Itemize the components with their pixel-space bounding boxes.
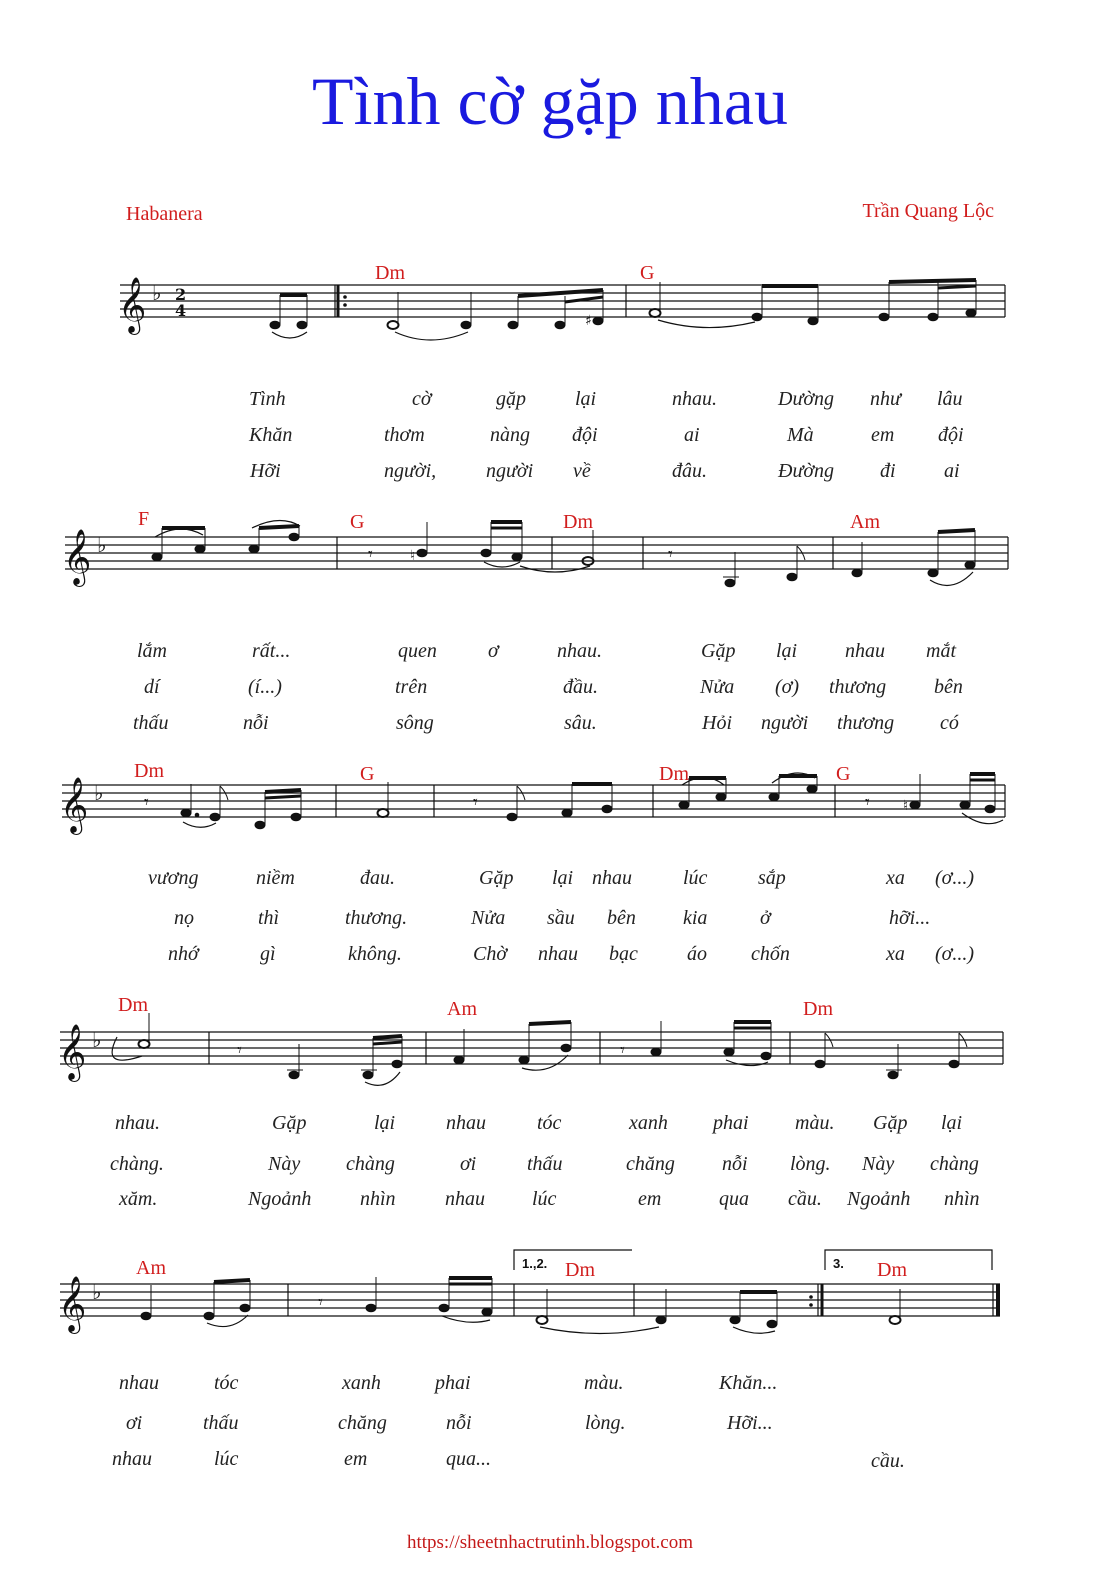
source-url[interactable]: https://sheetnhactrutinh.blogspot.com [406, 1532, 694, 1553]
lyric-word: màu. [795, 1112, 835, 1134]
lyric-word: gì [260, 943, 276, 965]
lyric-word: trên [395, 676, 428, 698]
lyric-word: thương [837, 712, 895, 734]
lyric-word: thấu [133, 712, 169, 734]
lyric-word: Dường [778, 388, 835, 410]
lyric-word: kia [683, 907, 708, 929]
lyric-word: Khăn... [719, 1372, 778, 1394]
svg-text:𝄾: 𝄾 [865, 792, 870, 813]
chord-symbol: Dm [877, 1259, 907, 1281]
lyric-word: Nửa [471, 907, 506, 929]
svg-text:𝄾: 𝄾 [144, 792, 149, 813]
lyric-word: lâu [937, 388, 963, 410]
lyric-word: Hỡi... [727, 1412, 773, 1434]
lyric-word: cầu. [871, 1450, 905, 1472]
lyric-word: Hỡi [250, 460, 281, 482]
lyric-word: lại [776, 640, 798, 662]
lyric-word: lại [374, 1112, 396, 1134]
lyric-word: lòng. [790, 1153, 831, 1175]
lyric-word: (í...) [248, 676, 282, 698]
lyric-word: qua [719, 1188, 749, 1210]
lyric-word: ơ [488, 640, 499, 662]
lyric-word: chàng. [110, 1153, 164, 1175]
lyric-word: qua... [446, 1448, 491, 1470]
svg-text:♭: ♭ [152, 281, 162, 305]
staff-system-5 [0, 1240, 1100, 1380]
staff-system-1 [0, 250, 1100, 390]
lyric-word: tóc [214, 1372, 239, 1394]
lyric-word: nọ [174, 907, 194, 929]
song-title: Tình cờ gặp nhau [312, 63, 788, 139]
lyric-word: Khăn [249, 424, 293, 446]
lyric-word: nàng [490, 424, 530, 446]
chord-symbol: Dm [134, 760, 164, 782]
lyric-word: Đường [778, 460, 835, 482]
lyric-word: xa [886, 867, 905, 889]
lyric-word: nỗi [243, 712, 269, 734]
lyric-word: nhau [445, 1188, 485, 1210]
lyric-word: nhìn [944, 1188, 980, 1210]
svg-text:𝄞: 𝄞 [58, 1024, 87, 1080]
lyric-word: Gặp [701, 640, 736, 662]
lyric-word: gặp [496, 388, 526, 410]
chord-symbol: Dm [118, 994, 148, 1016]
svg-text:♭: ♭ [92, 1280, 102, 1304]
lyric-word: ai [944, 460, 960, 482]
lyric-word: nhau [112, 1448, 152, 1470]
lyric-word: người [761, 712, 809, 734]
lyric-word: bên [934, 676, 963, 698]
svg-text:𝄞: 𝄞 [118, 277, 147, 333]
svg-text:𝄾: 𝄾 [237, 1040, 242, 1061]
svg-text:♭: ♭ [97, 533, 107, 557]
lyric-word: Ngoảnh [248, 1188, 312, 1210]
lyric-word: Mà [787, 424, 814, 446]
lyric-word: ai [684, 424, 700, 446]
lyric-word: đội [938, 424, 964, 446]
lyric-word: chốn [751, 943, 790, 965]
lyric-word: chàng [930, 1153, 979, 1175]
lyric-word: đâu. [672, 460, 707, 482]
chord-symbol: G [836, 763, 851, 785]
lyric-word: ơi [126, 1412, 143, 1434]
lyric-word: lại [575, 388, 597, 410]
chord-symbol: G [640, 262, 655, 284]
lyric-word: nhau. [115, 1112, 160, 1134]
staff-system-4 [0, 990, 1100, 1130]
svg-text:2: 2 [175, 285, 187, 304]
lyric-word: Ngoảnh [847, 1188, 911, 1210]
lyric-word: lòng. [585, 1412, 626, 1434]
lyric-word: hỡi... [889, 907, 931, 929]
svg-text:♭: ♭ [94, 781, 104, 805]
lyric-word: thấu [203, 1412, 239, 1434]
chord-symbol: Dm [659, 763, 689, 785]
lyric-word: phai [713, 1112, 749, 1134]
lyric-word: bên [607, 907, 636, 929]
lyric-word: đầu. [563, 676, 598, 698]
lyric-word: thương. [345, 907, 408, 929]
svg-text:♮: ♮ [410, 548, 416, 564]
lyric-word: sông [396, 712, 434, 734]
svg-text:♯: ♯ [585, 313, 592, 329]
lyric-word: (ơ) [775, 676, 799, 698]
lyric-word: Hỏi [702, 712, 732, 734]
lyric-word: cầu. [788, 1188, 822, 1210]
svg-text:4: 4 [175, 301, 187, 320]
style-label: Habanera [126, 203, 203, 225]
lyric-word: Nửa [700, 676, 735, 698]
lyric-word: nhau. [557, 640, 602, 662]
lyric-word: xăm. [119, 1188, 158, 1210]
lyric-word: rất... [252, 640, 291, 662]
svg-text:𝄞: 𝄞 [60, 777, 89, 833]
lyric-word: đội [572, 424, 598, 446]
lyric-word: như [870, 388, 901, 410]
lyric-word: niềm [256, 867, 295, 889]
lyric-word: đau. [360, 867, 395, 889]
chord-symbol: Dm [375, 262, 405, 284]
lyric-word: ở [760, 907, 771, 929]
lyric-word: ơi [460, 1153, 477, 1175]
lyric-word: sâu. [564, 712, 597, 734]
lyric-word: dí [144, 676, 160, 698]
lyric-word: nỗi [446, 1412, 472, 1434]
lyric-word: sầu [547, 907, 575, 929]
chord-symbol: Dm [563, 511, 593, 533]
lyric-word: nhau [592, 867, 632, 889]
lyric-word: lại [941, 1112, 963, 1134]
lyric-word: Gặp [873, 1112, 908, 1134]
lyric-word: (ơ...) [935, 867, 974, 889]
lyric-word: em [638, 1188, 662, 1210]
lyric-word: Chờ [473, 943, 508, 965]
lyric-word: Này [862, 1153, 895, 1175]
lyric-word: đi [880, 460, 896, 482]
lyric-word: Gặp [479, 867, 514, 889]
volta-label: 3. [833, 1256, 844, 1271]
lyric-word: nhau [845, 640, 885, 662]
lyric-word: xanh [342, 1372, 381, 1394]
lyric-word: không. [348, 943, 402, 965]
lyric-word: Tình [249, 388, 286, 410]
lyric-word: bạc [609, 943, 638, 965]
svg-text:𝄾: 𝄾 [668, 544, 673, 565]
lyric-word: chăng [338, 1412, 387, 1434]
chord-symbol: Dm [565, 1259, 595, 1281]
svg-text:𝄾: 𝄾 [473, 792, 478, 813]
lyric-word: nhớ [168, 943, 199, 965]
lyric-word: thấu [527, 1153, 563, 1175]
svg-text:𝄞: 𝄞 [58, 1276, 87, 1332]
svg-text:𝄾: 𝄾 [368, 544, 373, 565]
lyric-word: màu. [584, 1372, 624, 1394]
lyric-word: thì [258, 907, 280, 929]
lyric-word: nhau [446, 1112, 486, 1134]
composer-name: Trần Quang Lộc [862, 200, 994, 222]
lyric-word: phai [435, 1372, 471, 1394]
lyric-word: nhau. [672, 388, 717, 410]
lyric-word: (ơ...) [935, 943, 974, 965]
lyric-word: lúc [683, 867, 708, 889]
lyric-word: lại [552, 867, 574, 889]
lyric-word: lúc [532, 1188, 557, 1210]
chord-symbol: Am [447, 998, 477, 1020]
lyric-word: sắp [758, 867, 786, 889]
lyric-word: vương [148, 867, 199, 889]
volta-label: 1.,2. [522, 1256, 548, 1271]
lyric-word: nhìn [360, 1188, 396, 1210]
svg-text:𝄾: 𝄾 [620, 1040, 625, 1061]
lyric-word: mắt [926, 640, 956, 662]
lyric-word: Gặp [272, 1112, 307, 1134]
chord-symbol: F [138, 508, 150, 530]
lyric-word: em [871, 424, 895, 446]
lyric-word: xanh [629, 1112, 668, 1134]
svg-text:♮: ♮ [903, 798, 909, 814]
svg-text:𝄾: 𝄾 [318, 1292, 323, 1313]
lyric-word: chàng [346, 1153, 395, 1175]
chord-symbol: G [360, 763, 375, 785]
lyric-word: người, [384, 460, 437, 482]
lyric-word: em [344, 1448, 368, 1470]
lyric-word: người [486, 460, 534, 482]
lyric-word: lắm [137, 640, 167, 662]
staff-system-2 [0, 500, 1100, 640]
lyric-word: nỗi [722, 1153, 748, 1175]
lyric-word: về [573, 460, 591, 482]
lyric-word: chăng [626, 1153, 675, 1175]
lyric-word: nhau [538, 943, 578, 965]
lyric-word: Này [268, 1153, 301, 1175]
lyric-word: xa [886, 943, 905, 965]
lyric-word: có [940, 712, 959, 734]
svg-text:♭: ♭ [92, 1028, 102, 1052]
lyric-word: tóc [537, 1112, 562, 1134]
chord-symbol: Dm [803, 998, 833, 1020]
lyric-word: cờ [412, 388, 432, 410]
lyric-word: nhau [119, 1372, 159, 1394]
lyric-word: lúc [214, 1448, 239, 1470]
chord-symbol: G [350, 511, 365, 533]
lyric-word: thơm [384, 424, 425, 446]
chord-symbol: Am [136, 1257, 166, 1279]
chord-symbol: Am [850, 511, 880, 533]
svg-text:𝄞: 𝄞 [63, 529, 92, 585]
lyric-word: thương [829, 676, 887, 698]
lyric-word: áo [687, 943, 707, 965]
lyric-word: quen [398, 640, 437, 662]
